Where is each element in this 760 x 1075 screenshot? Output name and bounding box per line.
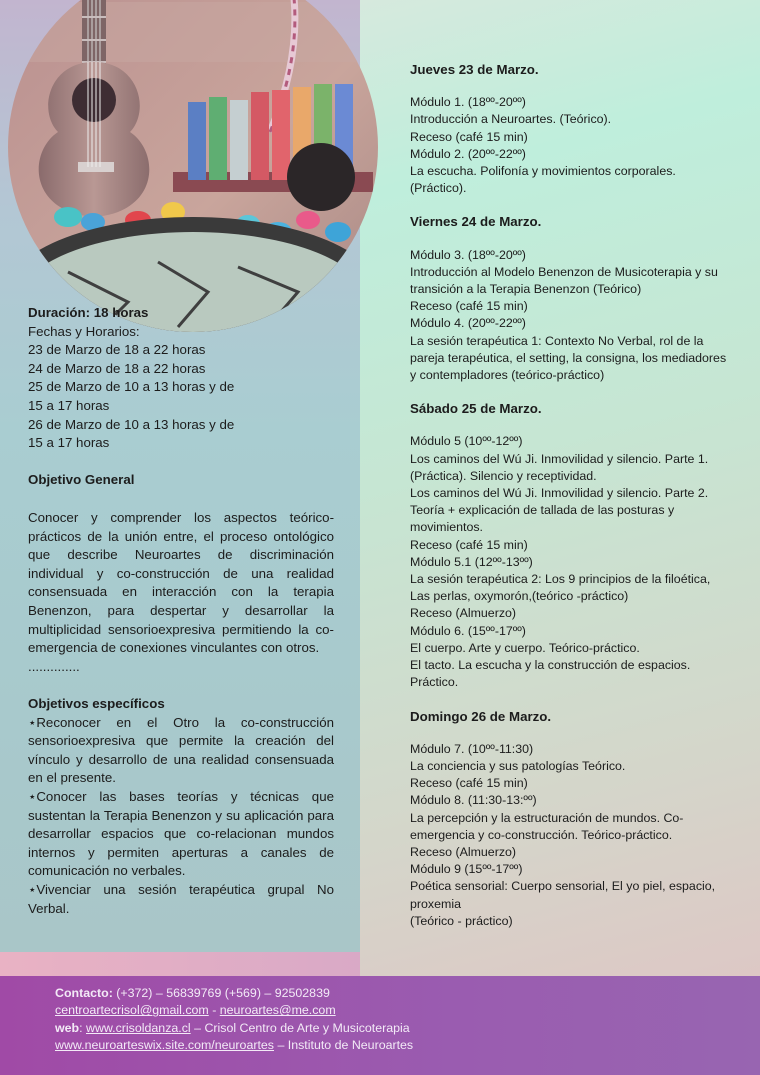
schedule-line: 23 de Marzo de 18 a 22 horas — [28, 342, 206, 358]
email-link-neuroartes[interactable]: neuroartes@me.com — [219, 1003, 336, 1018]
day-line: La conciencia y sus patologías Teórico. — [410, 758, 626, 773]
general-objective — [28, 471, 334, 490]
general-objective-body — [28, 509, 334, 676]
day-title: Viernes 24 de Marzo. — [410, 214, 542, 230]
day-sunday — [410, 708, 730, 930]
schedule-title: Fechas y Horarios: — [28, 323, 140, 339]
specific-objective-item: ⋆Reconocer en el Otro la co-construcción sensorioexpresiva que permite la creación del vínculo y desarrollo de una realidad consensuada en el presente. — [28, 714, 334, 786]
day-line: (Teórico - práctico) — [410, 913, 513, 928]
day-line: Introducción al Modelo Benenzon de Musicoterapia y su transición a la Terapia Benenzon (Teórico) — [410, 264, 718, 297]
day-line: El cuerpo. Arte y cuerpo. Teórico-práctico. — [410, 640, 640, 655]
web-link-crisol[interactable]: www.crisoldanza.cl — [86, 1020, 191, 1035]
day-line: Módulo 4. (20ºº-22ºº) — [410, 316, 526, 331]
day-line: La sesión terapéutica 2: Los 9 principios de la filoética, Las perlas, oxymorón,(teórico -práctico) — [410, 572, 711, 604]
day-friday — [410, 213, 730, 384]
day-line: Módulo 5.1 (12ºº-13ºº) — [410, 554, 533, 569]
general-objective-title: Objetivo General — [28, 472, 135, 487]
schedule-line: 26 de Marzo de 10 a 13 horas y de — [28, 416, 235, 432]
day-line: La percepción y la estructuración de mundos. Co-emergencia y co-construcción. Teórico-práctico. — [410, 810, 684, 842]
day-line: Módulo 5 (10ºº-12ºº) — [410, 434, 523, 449]
web-colon: : — [79, 1020, 86, 1035]
day-thursday — [410, 61, 730, 197]
email-link-crisol[interactable]: centroartecrisol@gmail.com — [55, 1003, 209, 1018]
program-column — [410, 61, 730, 946]
web-link-neuroartes[interactable]: www.neuroarteswix.site.com/neuroartes — [55, 1038, 274, 1053]
day-line: El tacto. La escucha y la construcción de espacios. Práctico. — [410, 658, 691, 690]
duration: Duración: 18 horas — [28, 305, 149, 320]
day-title: Domingo 26 de Marzo. — [410, 708, 552, 724]
contact-line — [55, 985, 413, 1002]
contact-label: Contacto: — [55, 986, 113, 1000]
day-line: Módulo 1. (18ºº-20ºº) — [410, 95, 526, 110]
schedule-line: 15 a 17 horas — [28, 435, 110, 451]
day-line: Receso (café 15 min) — [410, 129, 528, 144]
general-objective-text: Conocer y comprender los aspectos teórico-prácticos de la unión entre, el proceso ontológico que describe Neuroartes de discriminación individual y co-construcción de una realidad consensuada en interacción con la terapia Benenzon, para despertar y desarrollar la multiplicidad sensorioexpresiva permitiendo la co-emergencia de conexiones vinculantes con otros. — [28, 510, 334, 656]
schedule-line: 15 a 17 horas — [28, 397, 110, 413]
email-separator: - — [208, 1003, 220, 1018]
contact-block — [55, 985, 413, 1055]
day-line: Módulo 8. (11:30-13:ºº) — [410, 793, 537, 808]
specific-objectives-title: Objetivos específicos — [28, 696, 165, 711]
day-line: La sesión terapéutica 1: Contexto No Verbal, rol de la pareja terapéutica, el setting, la consigna, los mediadores y contempladores (teórico-práctico) — [410, 333, 727, 383]
day-line: Módulo 9 (15ºº-17ºº) — [410, 862, 523, 877]
day-line: Módulo 2. (20ºº-22ºº) — [410, 146, 526, 161]
day-line: Módulo 6. (15ºº-17ºº) — [410, 623, 526, 638]
day-line: Los caminos del Wú Ji. Inmovilidad y silencio. Parte 1. (Práctica). Silencio y receptividad. — [410, 451, 709, 483]
specific-objective-item: ⋆Conocer las bases teorías y técnicas que sustentan la Terapia Benenzon y su aplicación para desarrollar espacios que co-relacionan mundos internos y permiten aperturas a canales de comunicación no verbales. — [28, 788, 334, 879]
day-line: Módulo 7. (10ºº-11:30) — [410, 741, 534, 756]
specific-objectives — [28, 695, 334, 918]
day-line: Receso (Almuerzo) — [410, 844, 517, 859]
web-label: web — [55, 1020, 80, 1035]
schedule-line: 24 de Marzo de 18 a 22 horas — [28, 360, 206, 376]
day-line: Receso (Almuerzo) — [410, 606, 517, 621]
contact-phones: (+372) – 56839769 (+569) – 92502839 — [112, 986, 330, 1000]
email-line — [55, 1002, 413, 1019]
schedule-line: 25 de Marzo de 10 a 13 horas y de — [28, 379, 235, 395]
day-line: Poética sensorial: Cuerpo sensorial, El yo piel, espacio, proxemia — [410, 879, 716, 911]
day-line: La escucha. Polifonía y movimientos corporales. (Práctico). — [410, 164, 676, 196]
specific-objective-item: ⋆Vivenciar una sesión terapéutica grupal No Verbal. — [28, 881, 334, 916]
day-saturday — [410, 400, 730, 691]
day-line: Receso (café 15 min) — [410, 299, 528, 314]
day-line: Módulo 3. (18ºº-20ºº) — [410, 247, 526, 262]
day-line: Los caminos del Wú Ji. Inmovilidad y silencio. Parte 2. Teoría + explicación de tallada de las posturas y movimientos. — [410, 486, 709, 535]
schedule-block — [28, 304, 334, 453]
day-title: Jueves 23 de Marzo. — [410, 62, 539, 77]
web-desc-neuroartes: – Instituto de Neuroartes — [274, 1038, 414, 1053]
day-title: Sábado 25 de Marzo. — [410, 401, 542, 417]
day-line: Introducción a Neuroartes. (Teórico). — [410, 112, 612, 127]
day-line: Receso (café 15 min) — [410, 537, 528, 552]
separator: .............. — [28, 658, 80, 674]
web-desc-crisol: – Crisol Centro de Arte y Musicoterapia — [190, 1020, 410, 1035]
web-line — [55, 1020, 413, 1037]
left-bottom-band — [0, 952, 360, 976]
day-line: Receso (café 15 min) — [410, 776, 528, 791]
web2-line — [55, 1037, 413, 1054]
